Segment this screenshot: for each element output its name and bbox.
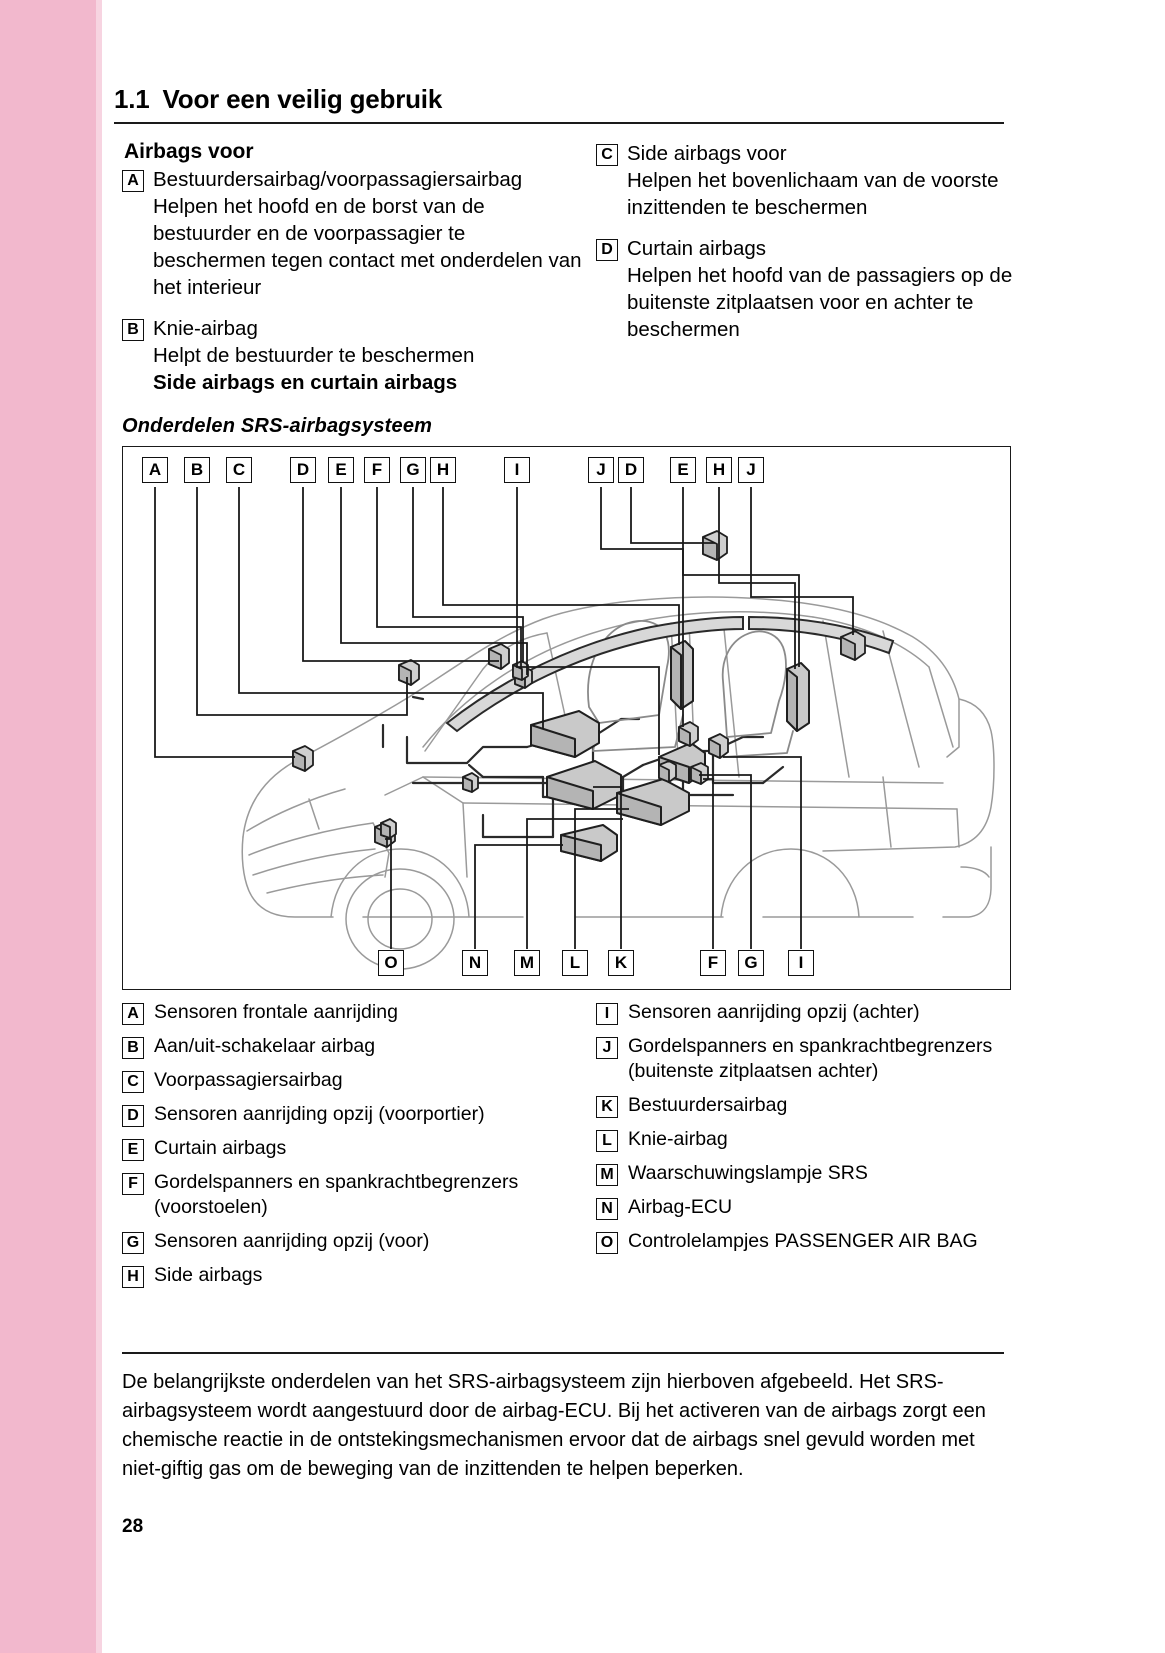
legend-chip-k: K [596, 1096, 618, 1118]
intro-item-a-desc: Helpen het hoofd en de borst van de bestuurder en de voorpassagier te beschermen tegen contact met onderdelen van het interieur [153, 195, 582, 299]
diagram-top-label-e: E [328, 457, 354, 483]
letter-chip-a: A [122, 170, 144, 192]
diagram-bottom-label-n: N [462, 950, 488, 976]
section-subtitle: Onderdelen SRS-airbagsysteem [122, 415, 433, 437]
diagram-top-label-b: B [184, 457, 210, 483]
legend-right-column [596, 1000, 1056, 1263]
chapter-title-text: Voor een veilig gebruik [162, 84, 443, 114]
diagram-top-label-h: H [430, 457, 456, 483]
legend-text-k: Bestuurdersairbag [628, 1094, 788, 1116]
legend-text-m: Waarschuwingslampje SRS [628, 1162, 868, 1184]
footer-divider [122, 1352, 1004, 1354]
header-divider [114, 122, 1004, 124]
legend-item-f [122, 1170, 592, 1220]
legend-text-j: Gordelspanners en spankrachtbegrenzers (buitenste zitplaatsen achter) [628, 1035, 993, 1082]
legend-chip-o: O [596, 1232, 618, 1254]
legend-left-column [122, 1000, 592, 1297]
diagram-top-label-i: I [504, 457, 530, 483]
legend-chip-j: J [596, 1037, 618, 1059]
legend-chip-b: B [122, 1037, 144, 1059]
intro-item-b-title: Knie-airbag [153, 317, 258, 340]
legend-chip-f: F [122, 1173, 144, 1195]
intro-item-c-body [627, 140, 1016, 221]
intro-item-b-body [153, 315, 474, 396]
diagram-bottom-label-o: O [378, 950, 404, 976]
legend-item-n [596, 1195, 1056, 1220]
diagram-top-label-c: C [226, 457, 252, 483]
diagram-top-label-a: A [142, 457, 168, 483]
diagram-bottom-label-m: M [514, 950, 540, 976]
intro-item-d-title: Curtain airbags [627, 237, 767, 260]
diagram-top-label-h2: H [706, 457, 732, 483]
chapter-number: 1.1 [114, 84, 150, 114]
legend-text-a: Sensoren frontale aanrijding [154, 1001, 398, 1023]
legend-text-h: Side airbags [154, 1264, 263, 1286]
diagram-bottom-label-i: I [788, 950, 814, 976]
intro-item-d-desc: Helpen het hoofd van de passagiers op de buitenste zitplaatsen voor en achter te beschermen [627, 264, 1013, 341]
body-paragraph: De belangrijkste onderdelen van het SRS-airbagsysteem zijn hierboven afgebeeld. Het SRS-airbagsysteem wordt aangestuurd door de airbag-ECU. Bij het activeren van de airbags zorgt een chemische reactie in de ontstekingsmechanismen ervoor dat de airbags snel gevuld worden met niet-giftig gas om de beweging van de inzittenden te helpen beperken. [122, 1371, 986, 1480]
srs-airbag-diagram [122, 446, 1011, 990]
intro-item-a [122, 166, 582, 301]
intro-item-b [122, 315, 582, 396]
page-body [102, 0, 1165, 1653]
legend-item-e [122, 1136, 592, 1161]
legend-item-d [122, 1102, 592, 1127]
legend-text-f: Gordelspanners en spankrachtbegrenzers (voorstoelen) [154, 1171, 519, 1218]
diagram-bottom-label-k: K [608, 950, 634, 976]
legend-item-i [596, 1000, 1056, 1025]
diagram-bottom-label-g: G [738, 950, 764, 976]
legend-item-o [596, 1229, 1056, 1254]
legend-item-b [122, 1034, 592, 1059]
diagram-top-label-j: J [588, 457, 614, 483]
letter-chip-c: C [596, 144, 618, 166]
diagram-top-label-e2: E [670, 457, 696, 483]
intro-item-b-desc: Helpt de bestuurder te beschermen [153, 344, 475, 367]
legend-chip-a: A [122, 1003, 144, 1025]
diagram-bottom-label-l: L [562, 950, 588, 976]
legend-chip-g: G [122, 1232, 144, 1254]
intro-item-b-bold-line: Side airbags en curtain airbags [153, 371, 458, 394]
legend-text-e: Curtain airbags [154, 1137, 287, 1159]
legend-text-l: Knie-airbag [628, 1128, 728, 1150]
legend-item-c [122, 1068, 592, 1093]
legend-chip-d: D [122, 1105, 144, 1127]
diagram-top-label-d2: D [618, 457, 644, 483]
intro-item-c [596, 140, 1016, 221]
legend-item-k [596, 1093, 1056, 1118]
legend-chip-l: L [596, 1130, 618, 1152]
legend-text-n: Airbag-ECU [628, 1196, 733, 1218]
intro-left-column [122, 140, 582, 410]
legend-text-b: Aan/uit-schakelaar airbag [154, 1035, 376, 1057]
intro-item-d-body [627, 235, 1016, 343]
intro-item-c-title: Side airbags voor [627, 142, 787, 165]
legend-text-g: Sensoren aanrijding opzij (voor) [154, 1230, 430, 1252]
legend-text-i: Sensoren aanrijding opzij (achter) [628, 1001, 920, 1023]
legend-item-l [596, 1127, 1056, 1152]
page-spine-decoration [0, 0, 96, 1653]
legend-item-m [596, 1161, 1056, 1186]
legend-chip-h: H [122, 1266, 144, 1288]
intro-item-a-title: Bestuurdersairbag/voorpassagiersairbag [153, 168, 523, 191]
intro-right-column [596, 140, 1016, 357]
legend-item-a [122, 1000, 592, 1025]
diagram-top-label-d: D [290, 457, 316, 483]
legend-item-h [122, 1263, 592, 1288]
car-cutaway-illustration [123, 447, 1011, 990]
legend-text-o: Controlelampjes PASSENGER AIR BAG [628, 1230, 978, 1252]
page-number: 28 [122, 1516, 144, 1537]
legend-text-c: Voorpassagiersairbag [154, 1069, 343, 1091]
page-title [114, 84, 1004, 115]
legend-chip-c: C [122, 1071, 144, 1093]
legend-chip-m: M [596, 1164, 618, 1186]
legend-item-g [122, 1229, 592, 1254]
diagram-bottom-label-f: F [700, 950, 726, 976]
legend-chip-e: E [122, 1139, 144, 1161]
letter-chip-b: B [122, 319, 144, 341]
intro-item-c-desc: Helpen het bovenlichaam van de voorste inzittenden te beschermen [627, 169, 999, 219]
diagram-top-label-j2: J [738, 457, 764, 483]
legend-chip-i: I [596, 1003, 618, 1025]
legend-item-j [596, 1034, 1056, 1084]
legend-chip-n: N [596, 1198, 618, 1220]
intro-item-d [596, 235, 1016, 343]
diagram-top-label-f: F [364, 457, 390, 483]
intro-left-heading: Airbags voor [124, 140, 254, 163]
letter-chip-d: D [596, 239, 618, 261]
diagram-top-label-g: G [400, 457, 426, 483]
intro-item-a-body [153, 166, 582, 301]
legend-text-d: Sensoren aanrijding opzij (voorportier) [154, 1103, 485, 1125]
